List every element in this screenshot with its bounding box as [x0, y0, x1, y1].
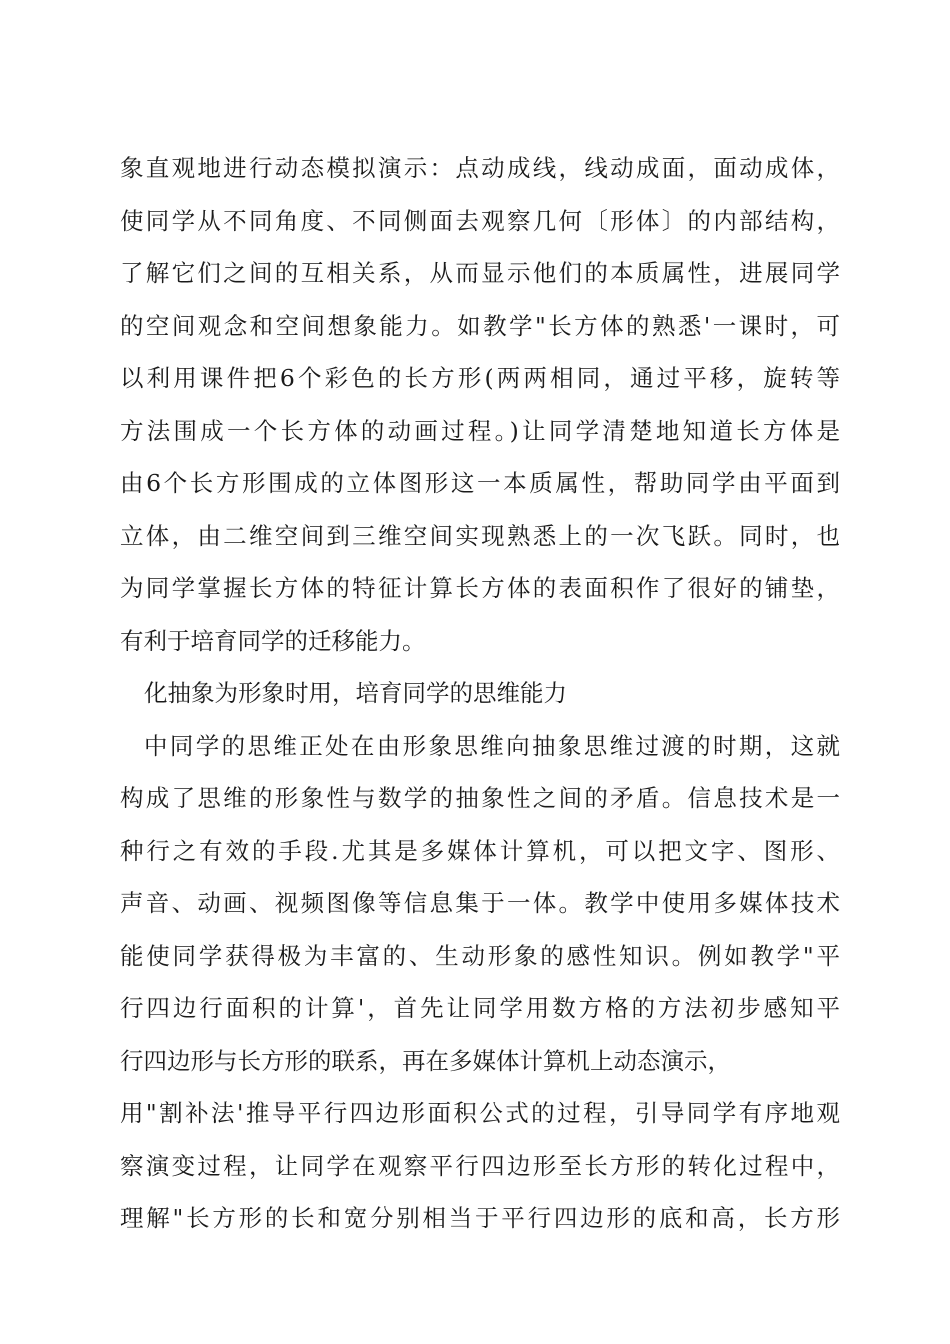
text-line: 以利用课件把6个彩色的长方形(两两相同，通过平移，旋转等	[120, 364, 840, 392]
text-line: 的空间观念和空间想象能力。如教学"长方体的熟悉'一课时，可	[120, 311, 840, 340]
text-line: 立体，由二维空间到三维空间实现熟悉上的一次飞跃。同时，也	[120, 521, 840, 550]
text-line: 构成了思维的形象性与数学的抽象性之间的矛盾。信息技术是一	[120, 784, 840, 812]
text-line: 方法围成一个长方体的动画过程。)让同学清楚地知道长方体是	[120, 416, 840, 445]
text-line: 了解它们之间的互相关系，从而显示他们的本质属性，进展同学	[120, 259, 840, 287]
body-text	[120, 150, 840, 1253]
text-line: 有利于培育同学的迁移能力。	[120, 626, 426, 655]
text-line: 声音、动画、视频图像等信息集于一体。教学中使用多媒体技术	[120, 889, 840, 917]
text-line: 为同学掌握长方体的特征计算长方体的表面积作了很好的铺垫，	[120, 574, 840, 602]
text-line: 能使同学获得极为丰富的、生动形象的感性知识。例如教学"平	[120, 941, 840, 970]
text-line: 象直观地进行动态模拟演示：点动成线，线动成面，面动成体，	[120, 154, 840, 182]
text-line: 种行之有效的手段.尤其是多媒体计算机，可以把文字、图形、	[120, 836, 840, 865]
text-line: 由6个长方形围成的立体图形这一本质属性，帮助同学由平面到	[120, 469, 840, 497]
text-line: 化抽象为形象时用，培育同学的思维能力	[144, 679, 567, 707]
text-line: 用"割补法'推导平行四边形面积公式的过程，引导同学有序地观	[120, 1099, 840, 1127]
text-line: 中同学的思维正处在由形象思维向抽象思维过渡的时期，这就	[144, 731, 840, 760]
text-line: 理解"长方形的长和宽分别相当于平行四边形的底和高，长方形	[120, 1204, 840, 1232]
text-line: 行四边形与长方形的联系，再在多媒体计算机上动态演示，	[120, 1046, 731, 1075]
text-line: 察演变过程，让同学在观察平行四边形至长方形的转化过程中，	[120, 1151, 840, 1180]
text-line: 行四边行面积的计算'，首先让同学用数方格的方法初步感知平	[120, 994, 840, 1022]
text-line: 使同学从不同角度、不同侧面去观察几何〔形体〕的内部结构，	[120, 206, 840, 235]
